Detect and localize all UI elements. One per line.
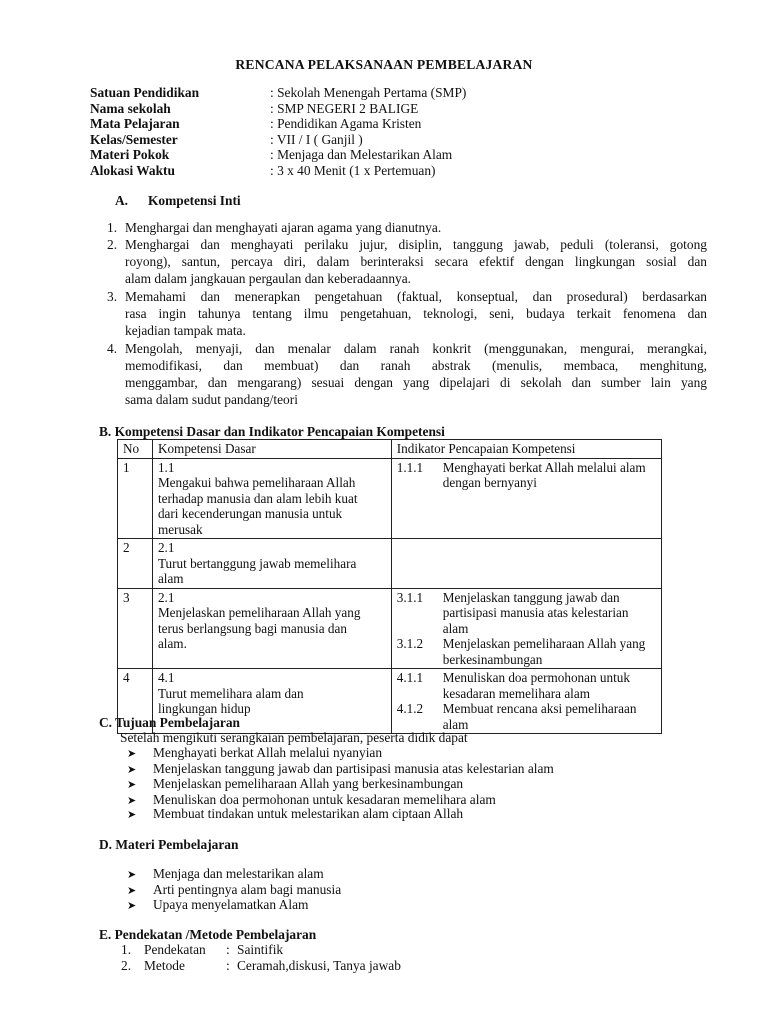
table-header-no: No [118,440,153,459]
method-item [0,957,768,973]
table-header-indicator: Indikator Pencapaian Kompetensi [391,440,661,459]
indicator-item [397,590,656,637]
identity-value: : Sekolah Menengah Pertama (SMP) [270,85,467,100]
objective-item [127,805,463,824]
kd-number: 2.1 [157,589,175,605]
kd-number: 1.1 [157,459,175,475]
method-value: Saintifik [237,942,284,957]
kd-number: 2.1 [157,540,175,555]
arrowhead-bullet-icon: ➤ [127,809,137,821]
section-c-intro: Setelah mengikuti serangkaian pembelajaran, peserta didik dapat [120,730,468,745]
method-number: 2. [121,958,132,973]
method-colon: : [226,942,230,957]
identity-label: Alokasi Waktu [90,162,175,178]
indicator-code: 3.1.1 [396,589,424,605]
indicator-code: 3.1.2 [396,636,424,651]
objective-text: Menghayati berkat Allah melalui nyanyian [153,745,383,760]
material-text: Upaya menyelamatkan Alam [153,897,309,912]
table-cell-indicator [391,588,661,669]
arrowhead-bullet-icon: ➤ [127,884,137,897]
indicator-item [397,636,656,667]
indicator-text: Menjelaskan pemeliharaan Allah yang berkesinambungan [442,636,646,667]
arrowhead-bullet-icon: ➤ [127,763,137,776]
text-line: royong), santun, percaya diri, dalam berinteraksi secara efektif dengan lingkungan sosial dan [125,254,707,269]
list-item-text [125,236,707,287]
method-number: 1. [121,942,132,957]
table-header-kd: Kompetensi Dasar [152,440,391,459]
arrowhead-bullet-icon: ➤ [127,748,137,760]
identity-value: : Menjaga dan Melestarikan Alam [270,147,453,162]
section-a-heading: Kompetensi Inti [148,193,241,208]
indicator-text: Menjelaskan tanggung jawab dan partisipasi manusia atas kelestarian alam [442,589,629,636]
indicator-code: 4.1.2 [396,701,424,716]
objective-text: Menjelaskan tanggung jawab dan partisipasi manusia atas kelestarian alam [153,760,554,776]
arrowhead-bullet-icon: ➤ [127,794,137,807]
method-item [0,941,768,957]
list-item-text [125,288,707,339]
text-line: memodifikasi, dan membuat) dan ranah abstrak (menulis, membaca, menghitung, [125,358,707,373]
table-cell-kd [152,458,391,539]
table-cell-indicator [391,539,661,589]
kd-text: Mengakui bahwa pemeliharaan Allah terhadap manusia dan alam lebih kuat dari kecenderungan manusia untuk merusak [157,475,358,537]
indicator-text: Menghayati berkat Allah melalui alam dengan bernyanyi [442,459,646,490]
kd-text: Turut memelihara alam dan lingkungan hidup [157,685,304,716]
method-label: Metode [144,958,185,973]
identity-label: Mata Pelajaran [90,116,180,131]
identity-value: : 3 x 40 Menit (1 x Pertemuan) [270,162,436,178]
competency-table [117,439,662,734]
material-item [127,896,308,915]
identity-label: Satuan Pendidikan [90,85,200,100]
indicator-text: Membuat rencana aksi pemeliharaan alam [442,701,637,732]
kd-text: Turut bertanggung jawab memelihara alam [157,555,357,586]
text-line: sama dalam sudut pandang/teori [125,392,298,407]
table-cell-indicator [391,458,661,539]
identity-label: Nama sekolah [90,100,171,116]
method-label: Pendekatan [144,942,206,957]
list-item-number: 1. [107,220,118,235]
indicator-text: Menuliskan doa permohonan untuk kesadaran memelihara alam [442,670,630,701]
text-line: alam dalam jangkauan pergaulan dan keberadaannya. [125,271,412,286]
table-cell-kd [152,588,391,669]
list-item-number: 3. [107,289,118,304]
material-text: Arti pentingnya alam bagi manusia [153,881,342,897]
method-value: Ceramah,diskusi, Tanya jawab [237,958,401,973]
identity-label: Materi Pokok [90,147,170,162]
section-a-letter: A. [115,193,129,208]
method-colon: : [226,958,230,973]
indicator-item [397,670,656,701]
text-line: rasa ingin tahunya tentang ilmu pengetahuan, teknologi, seni, budaya terkait fenomena dan [125,306,707,321]
table-cell-no: 1 [118,458,153,539]
objective-text: Menjelaskan pemeliharaan Allah yang berkesinambungan [153,776,464,791]
table-row [118,458,662,539]
table-cell-indicator [391,669,661,734]
text-line: Mengolah, menyaji, dan menalar dalam ranah konkrit (menggunakan, mengurai, merangkai, [125,341,707,356]
kd-text: Menjelaskan pemeliharaan Allah yang terus berlangsung bagi manusia dan alam. [157,605,361,651]
table-row [118,539,662,589]
text-line: menggambar, dan mengarang) sesuai dengan yang dipelajari di sekolah dan sumber lain yang [125,375,707,390]
identity-value: : VII / I ( Ganjil ) [270,131,363,147]
table-cell-no: 3 [118,588,153,669]
objective-text: Membuat tindakan untuk melestarikan alam ciptaan Allah [153,806,464,821]
identity-value: : SMP NEGERI 2 BALIGE [270,100,419,116]
table-header-row [118,440,662,459]
list-item-text [125,340,707,408]
text-line: Menghargai dan menghayati ajaran agama yang dianutnya. [125,220,442,235]
section-d-heading: D. Materi Pembelajaran [99,837,239,852]
table-cell-no: 4 [118,669,153,734]
kd-number: 4.1 [157,670,175,685]
table-row [118,588,662,669]
table-cell-kd [152,539,391,589]
material-text: Menjaga dan melestarikan alam [153,866,324,881]
arrowhead-bullet-icon: ➤ [127,869,137,881]
section-c-heading: C. Tujuan Pembelajaran [99,715,240,730]
indicator-code: 4.1.1 [396,670,424,685]
table-cell-no: 2 [118,539,153,589]
arrowhead-bullet-icon: ➤ [127,900,137,912]
list-item-number: 2. [107,237,118,252]
section-b-heading: B. Kompetensi Dasar dan Indikator Pencapaian Kompetensi [99,424,445,439]
section-e-heading: E. Pendekatan /Metode Pembelajaran [99,927,317,942]
indicator-item [397,701,656,732]
identity-label: Kelas/Semester [90,131,178,147]
text-line: kejadian tampak mata. [125,323,246,338]
document-title: RENCANA PELAKSANAAN PEMBELAJARAN [235,57,533,72]
indicator-code: 1.1.1 [396,459,424,475]
identity-value: : Pendidikan Agama Kristen [270,116,422,131]
text-line: Menghargai dan menghayati perilaku jujur, disiplin, tanggung jawab, peduli (toleransi, gotong [125,237,707,252]
list-item-text [125,219,707,236]
objective-text: Menuliskan doa permohonan untuk kesadaran memelihara alam [153,791,496,807]
arrowhead-bullet-icon: ➤ [127,779,137,791]
list-item-number: 4. [107,341,118,356]
text-line: Memahami dan menerapkan pengetahuan (faktual, konseptual, dan prosedural) berdasarkan [125,289,707,304]
indicator-item [397,460,656,491]
